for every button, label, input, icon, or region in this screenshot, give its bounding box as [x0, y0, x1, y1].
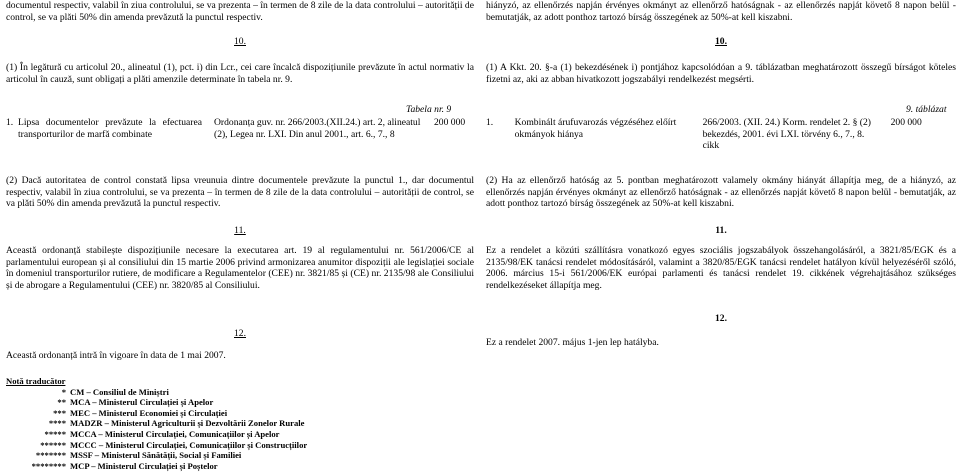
left-paragraph-top: documentul respectiv, valabil în ziua controlului, se va prezenta – în termen de 8 zile de la data controlului – autorității de control, se va plăti 50% din amenda prevăzută la punctul respectiv.: [6, 0, 474, 23]
note-marker: **: [57, 397, 66, 408]
note-marker: ****: [48, 418, 66, 429]
list-item: [6, 408, 476, 419]
note-text: MCA – Ministerul Circulației și Apelor: [70, 397, 214, 408]
right-article-10-paragraph-2: (2) Ha az ellenőrző hatóság az 5. pontban meghatározott valamely okmány hiányát állapítja meg, de a hiányzó, az ellenőrzés napján érvényes okmányt az ellenőrző hatóságnak - az ellenőrzés napját követő 8 napon belül - bemutatják, az adott ponthoz tartozó bírság összegének az 50%-at kell kiszabni.: [486, 175, 956, 210]
list-item: [6, 397, 476, 408]
table-row: [6, 117, 474, 140]
left-article-11-heading: 11.: [234, 225, 246, 236]
list-item: [6, 440, 476, 451]
note-marker: *: [61, 386, 66, 397]
right-table-caption: 9. táblázat: [906, 104, 947, 115]
left-article-10-paragraph-2: (2) Dacă autoritatea de control constată lipsa vreunuia dintre documentele prevăzute la punctul 1., dar documentul respectiv, valabil în ziua controlului, se va prezenta – în termen de 8 zile de la data controlului – autorității de control, se va plăti 50% din amenda prevăzută la punctul respectiv.: [6, 175, 474, 210]
left-article-10-paragraph-1: (1) În legătură cu articolul 20., alineatul (1), pct. i) din Lcr., cei care încalcă dispozițiunile prevăzute în actul normativ la articolul în cauză, sunt obligați a plăti amenzile determinate în tabela nr. 9.: [6, 62, 474, 85]
right-article-10-paragraph-1: (1) A Kkt. 20. §-a (1) bekezdésének i) pontjához kapcsolódóan a 9. táblázatban meghatározott összegű bírságot köteles fizetni az, aki az abban hivatkozott jogszabályi rendelkezést megsérti.: [486, 62, 956, 85]
right-article-10-heading: 10.: [715, 36, 727, 47]
translator-notes: [6, 376, 476, 471]
right-table-amount: 200 000: [890, 117, 922, 128]
note-text: MEC – Ministerul Economiei și Circulației: [70, 407, 228, 418]
translator-notes-title: Notă traducător: [6, 376, 66, 386]
right-article-11-heading: 11.: [715, 225, 727, 236]
left-table-amount: 200 000: [434, 117, 466, 128]
note-marker: *******: [35, 450, 66, 461]
note-marker: ******: [40, 439, 66, 450]
list-item: [6, 450, 476, 461]
right-paragraph-top: hiányzó, az ellenőrzés napján érvényes okmányt az ellenőrző hatóságnak - az ellenőrzés napját követő 8 napon belül - bemutatják, az adott ponthoz tartozó bírság összegének az 50%-at kell kiszabni.: [486, 0, 956, 23]
note-text: MADZR – Ministerul Agriculturii și Dezvoltării Zonelor Rurale: [70, 418, 305, 429]
note-text: MCP – Ministerul Circulației și Poștelor: [70, 460, 218, 471]
right-article-12-heading: 12.: [715, 313, 727, 324]
note-marker: ***: [53, 407, 66, 418]
right-table-law: 266/2003. (XII. 24.) Korm. rendelet 2. § (2) bekezdés, 2001. évi LXI. törvény 6., 7., 8. cikk: [702, 117, 871, 152]
left-article-12-heading: 12.: [234, 328, 246, 339]
note-text: CM – Consiliul de Miniștri: [70, 386, 169, 397]
left-article-10-heading: 10.: [234, 36, 246, 47]
note-marker: *****: [44, 428, 66, 439]
left-article-12-paragraph: Această ordonanță intră în vigoare în data de 1 mai 2007.: [6, 350, 226, 361]
left-table-desc: Lipsa documentelor prevăzute la efectuarea transporturilor de marfă combinate: [18, 117, 202, 140]
note-text: MSSF – Ministerul Sănătății, Social și Familiei: [70, 450, 242, 461]
list-item: [6, 418, 476, 429]
right-article-11-paragraph: Ez a rendelet a közúti szállításra vonatkozó egyes szociális jogszabályok összehangolásáról, a 3821/85/EGK és a 2135/98/EK tanácsi rendelet módosításáról, valamint a 3820/85/EGK tanácsi rendelet hatályon kívül helyezéséről szóló, 2006. március 15-i 561/2006/EK európai parlamenti és tanácsi rendelet 19. cikkének végrehajtásához szükséges rendelkezéseket állapítja meg.: [486, 245, 956, 291]
left-table-law: Ordonanța guv. nr. 266/2003.(XII.24.) art. 2, alineatul (2), Legea nr. LXI. Din anul 2001., art. 6., 7., 8: [214, 117, 421, 140]
list-item: [6, 461, 476, 472]
list-item: [6, 429, 476, 440]
left-table-num: 1.: [6, 117, 14, 128]
list-item: [6, 387, 476, 398]
left-fines-table: [6, 117, 474, 140]
left-article-11-paragraph: Această ordonanță stabilește dispozițiunile necesare la executarea art. 19 al regulamentului nr. 561/2006/CE al parlamentului european și al consiliului din 15 martie 2006 privind armonizarea anumitor dispoziții ale legislației sociale în domeniul transporturilor rutiere, de modificare a Regulamentelor (CEE) nr. 3821/85 și (CE) nr. 2135/98 ale Consiliului și de abrogare a Regulamentului (CEE) nr. 3820/85 al Consiliului.: [6, 245, 474, 291]
note-text: MCCC – Ministerul Circulației, Comunicațiilor și Construcțiilor: [70, 439, 308, 450]
right-table-desc: Kombinált árufuvarozás végzéséhez előírt okmányok hiánya: [514, 117, 677, 140]
table-row: [486, 117, 956, 152]
left-table-caption: Tabela nr. 9: [406, 104, 452, 115]
translator-notes-list: [6, 387, 476, 472]
right-table-num: 1.: [486, 117, 494, 128]
note-text: MCCA – Ministerul Circulației, Comunicațiilor și Apelor: [70, 428, 280, 439]
right-fines-table: [486, 117, 956, 152]
right-article-12-paragraph: Ez a rendelet 2007. május 1-jen lep hatályba.: [486, 337, 659, 348]
note-marker: ********: [31, 460, 66, 471]
